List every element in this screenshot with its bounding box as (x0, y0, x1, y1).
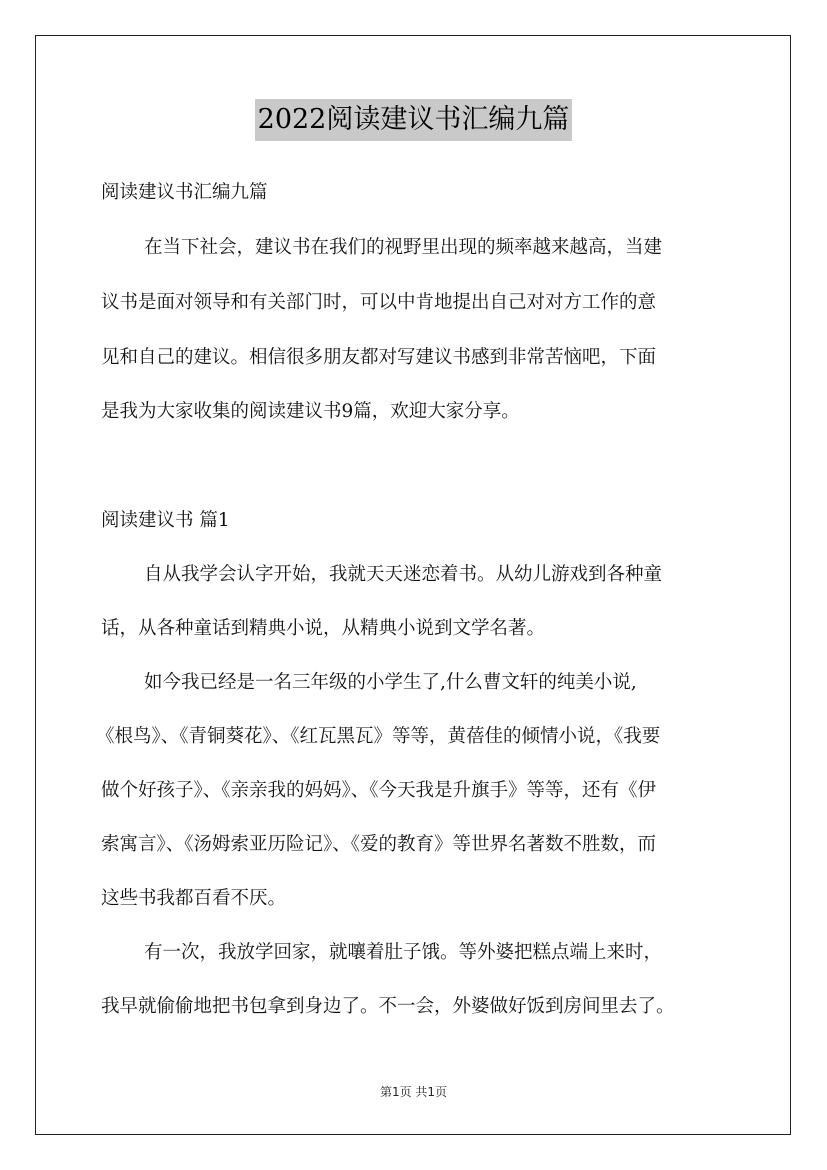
intro-line: 是我为大家收集的阅读建议书9篇，欢迎大家分享。 (101, 401, 520, 422)
intro-line: 见和自己的建议。相信很多朋友都对写建议书感到非常苦恼吧，下面 (101, 347, 657, 368)
document-subtitle: 阅读建议书汇编九篇 (101, 182, 268, 203)
section-line: 自从我学会认字开始，我就天天迷恋着书。从幼儿游戏到各种童 (144, 564, 663, 585)
section-line: 《根鸟》、《青铜葵花》、《红瓦黑瓦》等等，黄蓓佳的倾情小说，《我要 (96, 726, 661, 747)
section-line: 做个好孩子》、《亲亲我的妈妈》、《今天我是升旗手》等等，还有《伊 (101, 780, 657, 801)
section-line: 话，从各种童话到精典小说，从精典小说到文学名著。 (101, 618, 546, 639)
document-title: 2022阅读建议书汇编九篇 (255, 99, 573, 141)
section-line: 有一次，我放学回家，就嚷着肚子饿。等外婆把糕点端上来时， (144, 942, 663, 963)
section-heading: 阅读建议书 篇1 (101, 510, 230, 531)
section-line: 如今我已经是一名三年级的小学生了,什么曹文轩的纯美小说, (144, 672, 637, 693)
section-line: 索寓言》、《汤姆索亚历险记》、《爱的教育》等世界名著数不胜数，而 (101, 834, 657, 855)
section-line: 这些书我都百看不厌。 (101, 888, 287, 909)
page-footer: 第1页 共1页 (379, 1085, 448, 1099)
intro-line: 议书是面对领导和有关部门时，可以中肯地提出自己对对方工作的意 (101, 292, 657, 313)
section-line: 我早就偷偷地把书包拿到身边了。不一会，外婆做好饭到房间里去了。 (101, 996, 675, 1017)
intro-line: 在当下社会，建议书在我们的视野里出现的频率越来越高，当建 (144, 237, 663, 258)
title-container (0, 99, 827, 141)
